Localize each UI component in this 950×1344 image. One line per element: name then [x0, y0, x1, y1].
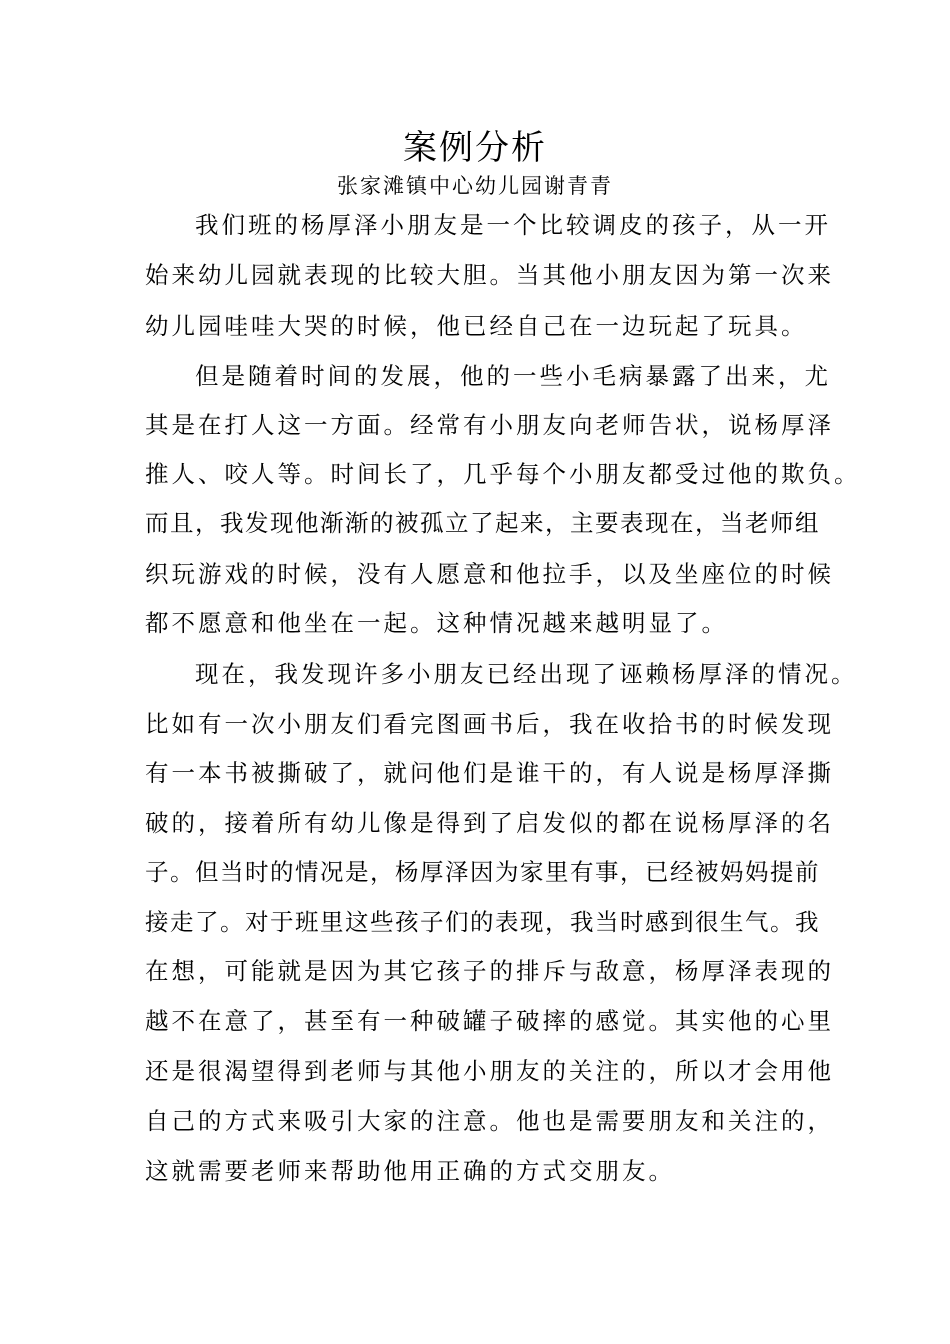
text-line: 比如有一次小朋友们看完图画书后，我在收拾书的时候发现 — [145, 710, 834, 738]
text-line: 这就需要老师来帮助他用正确的方式交朋友。 — [145, 1157, 675, 1185]
text-line: 推人、咬人等。时间长了，几乎每个小朋友都受过他的欺负。 — [145, 460, 861, 488]
text-line: 子。但当时的情况是，杨厚泽因为家里有事，已经被妈妈提前 — [145, 858, 820, 886]
text-line: 其是在打人这一方面。经常有小朋友向老师告状，说杨厚泽 — [145, 411, 834, 439]
document-author: 张家滩镇中心幼儿园谢青青 — [337, 174, 613, 198]
text-line: 幼儿园哇哇大哭的时候，他已经自己在一边玩起了玩具。 — [145, 312, 808, 340]
text-line: 自己的方式来吸引大家的注意。他也是需要朋友和关注的， — [145, 1107, 834, 1135]
text-line: 织玩游戏的时候，没有人愿意和他拉手，以及坐座位的时候 — [145, 560, 834, 588]
text-line: 我们班的杨厚泽小朋友是一个比较调皮的孩子，从一开 — [195, 211, 831, 239]
text-line: 越不在意了，甚至有一种破罐子破摔的感觉。其实他的心里 — [145, 1007, 834, 1035]
text-line: 都不愿意和他坐在一起。这种情况越来越明显了。 — [145, 609, 728, 637]
document-title: 案例分析 — [403, 128, 547, 168]
text-line: 还是很渴望得到老师与其他小朋友的关注的，所以才会用他 — [145, 1057, 834, 1085]
text-line: 而且，我发现他渐渐的被孤立了起来，主要表现在，当老师组 — [145, 509, 820, 537]
text-line: 但是随着时间的发展，他的一些小毛病暴露了出来，尤 — [195, 362, 831, 390]
text-line: 现在，我发现许多小朋友已经出现了诬赖杨厚泽的情况。 — [195, 660, 858, 688]
text-line: 接走了。对于班里这些孩子们的表现，我当时感到很生气。我 — [145, 908, 820, 936]
text-line: 破的，接着所有幼儿像是得到了启发似的都在说杨厚泽的名 — [145, 809, 834, 837]
text-line: 始来幼儿园就表现的比较大胆。当其他小朋友因为第一次来 — [145, 261, 834, 289]
text-line: 在想，可能就是因为其它孩子的排斥与敌意，杨厚泽表现的 — [145, 957, 834, 985]
text-line: 有一本书被撕破了，就问他们是谁干的，有人说是杨厚泽撕 — [145, 759, 834, 787]
